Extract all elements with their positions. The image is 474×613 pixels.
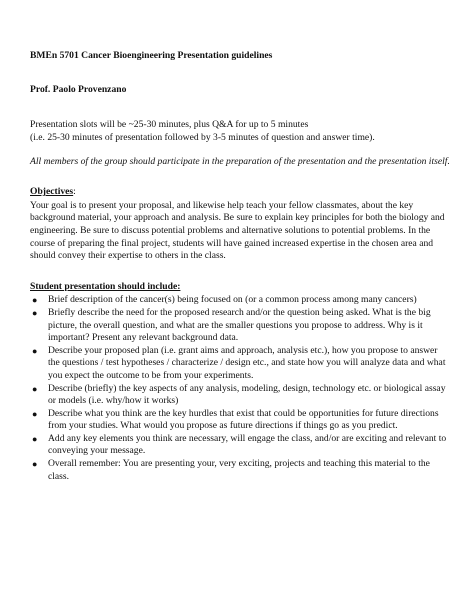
objectives-section: [30, 169, 450, 263]
requirement-text: Briefly describe the need for the proposed research and/or the question being asked. What is the big picture, the overall question, and what are the smaller questions you propose to address. Why is it important? Present any relevant background data.: [48, 306, 431, 344]
student-presentation-section: [30, 263, 450, 484]
requirement-text: Overall remember: You are presenting your, very exciting, projects and teaching this material to the class.: [48, 458, 430, 482]
objectives-paragraph: Your goal is to present your proposal, and likewise help teach your fellow classmates, about the key background material, your approach and analysis. Be sure to explain key principles for both the biology and engineering. Be sure to discuss potential problems and alternative solutions to potential problems. In the course of preparing the final project, students will have gained increased expertise in the chosen area and should convey their expertise to others in the class.: [30, 199, 445, 262]
group-participation-note: All members of the group should participate in the preparation of the presentation and the presentation itself.: [30, 156, 450, 168]
requirement-list-item: [30, 433, 450, 458]
bullet-icon: ●: [32, 459, 38, 470]
bullet-icon: ●: [32, 383, 38, 394]
document-title: BMEn 5701 Cancer Bioengineering Presentation guidelines: [30, 50, 273, 61]
requirement-list-item: [30, 307, 450, 345]
requirement-list-item: [30, 408, 450, 433]
author-name: Prof. Paolo Provenzano: [30, 84, 127, 95]
requirement-text: Add any key elements you think are necessary, will engage the class, and/or are exciting and relevant to conveying your message.: [48, 432, 447, 457]
bullet-icon: ●: [32, 408, 38, 419]
slots-line-1: Presentation slots will be ~25-30 minutes, plus Q&A for up to 5 minutes: [30, 119, 309, 130]
bullet-icon: ●: [32, 433, 38, 444]
objectives-colon: :: [73, 186, 76, 198]
requirement-list-item: [30, 383, 450, 408]
requirements-list: [30, 294, 450, 483]
objectives-heading-text: Objectives: [30, 186, 74, 198]
presentation-slots: [30, 119, 450, 144]
bullet-icon: ●: [32, 295, 38, 306]
requirement-list-item: [30, 345, 450, 383]
requirement-text: Describe (briefly) the key aspects of any analysis, modeling, design, technology etc. or biological assay or models (i.e. why/how it works): [48, 382, 446, 407]
requirement-list-item: [30, 458, 450, 483]
requirement-list-item: [30, 294, 450, 307]
document-body: [30, 50, 450, 483]
requirement-text: Describe what you think are the key hurdles that exist that could be opportunities for future directions from your studies. What would you propose as future directions if things go as you predict.: [48, 407, 439, 432]
requirement-text: Describe your proposed plan (i.e. grant aims and approach, analysis etc.), how you propose to answer the questions / test hypotheses / characterize / design etc., and state how you will analyze data and what you expect the outcome to be from your experiments.: [48, 344, 446, 381]
slots-line-2: (i.e. 25-30 minutes of presentation followed by 3-5 minutes of question and answer time).: [30, 131, 375, 143]
objectives-heading: [30, 186, 73, 199]
requirement-text: Brief description of the cancer(s) being focused on (or a common process among many cancers): [48, 294, 417, 306]
bullet-icon: ●: [32, 307, 38, 318]
bullet-icon: ●: [32, 345, 38, 356]
student-presentation-heading: Student presentation should include:: [30, 280, 181, 292]
